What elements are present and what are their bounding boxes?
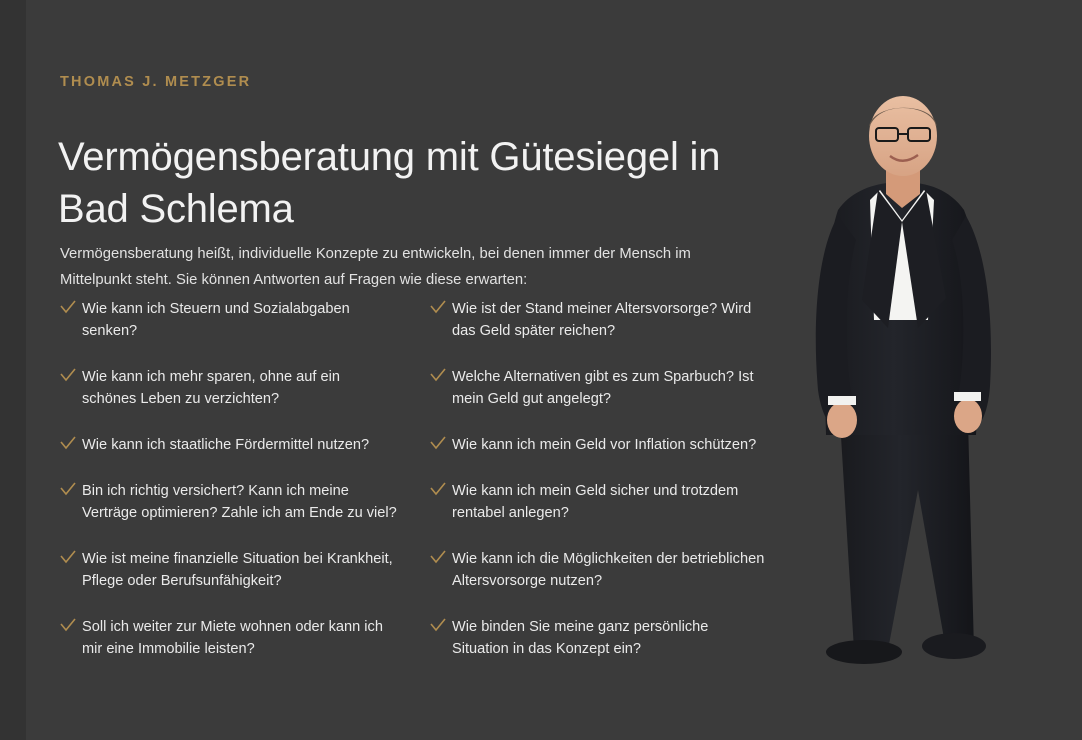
questions-columns — [60, 298, 800, 684]
question-text: Wie kann ich mein Geld sicher und trotzdem rentabel anlegen? — [452, 483, 739, 521]
list-item — [430, 548, 800, 592]
question-text: Welche Alternativen gibt es zum Sparbuch? Ist mein Geld gut angelegt? — [452, 369, 754, 407]
question-text: Wie kann ich mein Geld vor Inflation schützen? — [452, 437, 757, 453]
list-item — [60, 548, 430, 592]
list-item — [430, 480, 800, 524]
question-text: Wie binden Sie meine ganz persönliche Situation in das Konzept ein? — [452, 619, 709, 657]
check-icon — [60, 618, 82, 632]
intro-paragraph: Vermögensberatung heißt, individuelle Konzepte zu entwickeln, bei denen immer der Mensch im Mittelpunkt steht. Sie können Antworten auf Fragen wie diese erwarten: — [60, 245, 691, 288]
questions-column-right — [430, 298, 800, 684]
question-text: Wie kann ich mehr sparen, ohne auf ein schönes Leben zu verzichten? — [82, 369, 340, 407]
question-text: Bin ich richtig versichert? Kann ich meine Verträge optimieren? Zahle ich am Ende zu viel? — [82, 483, 397, 521]
list-item — [60, 434, 430, 456]
check-icon — [430, 368, 452, 382]
list-item — [430, 298, 800, 342]
list-item — [60, 366, 430, 410]
check-icon — [60, 368, 82, 382]
question-text: Wie ist der Stand meiner Altersvorsorge? Wird das Geld später reichen? — [452, 301, 752, 339]
page-title: Vermögensberatung mit Gütesiegel in Bad Schlema — [58, 134, 721, 231]
check-icon — [430, 618, 452, 632]
list-item — [430, 434, 800, 456]
check-icon — [430, 436, 452, 450]
check-icon — [60, 436, 82, 450]
check-icon — [430, 550, 452, 564]
check-icon — [60, 550, 82, 564]
content-area — [60, 0, 820, 740]
list-item — [430, 616, 800, 660]
left-edge-band — [0, 0, 26, 740]
questions-column-left — [60, 298, 430, 684]
check-icon — [430, 300, 452, 314]
brand-eyebrow: THOMAS J. METZGER — [60, 74, 252, 90]
question-text: Wie ist meine finanzielle Situation bei Krankheit, Pflege oder Berufsunfähigkeit? — [82, 551, 393, 589]
check-icon — [60, 300, 82, 314]
advisor-portrait — [768, 90, 1068, 740]
list-item — [430, 366, 800, 410]
list-item — [60, 298, 430, 342]
question-text: Wie kann ich Steuern und Sozialabgaben senken? — [82, 301, 350, 339]
check-icon — [60, 482, 82, 496]
list-item — [60, 616, 430, 660]
check-icon — [430, 482, 452, 496]
question-text: Wie kann ich staatliche Fördermittel nutzen? — [82, 437, 370, 453]
question-text: Soll ich weiter zur Miete wohnen oder kann ich mir eine Immobilie leisten? — [82, 619, 383, 657]
question-text: Wie kann ich die Möglichkeiten der betrieblichen Altersvorsorge nutzen? — [452, 551, 765, 589]
list-item — [60, 480, 430, 524]
